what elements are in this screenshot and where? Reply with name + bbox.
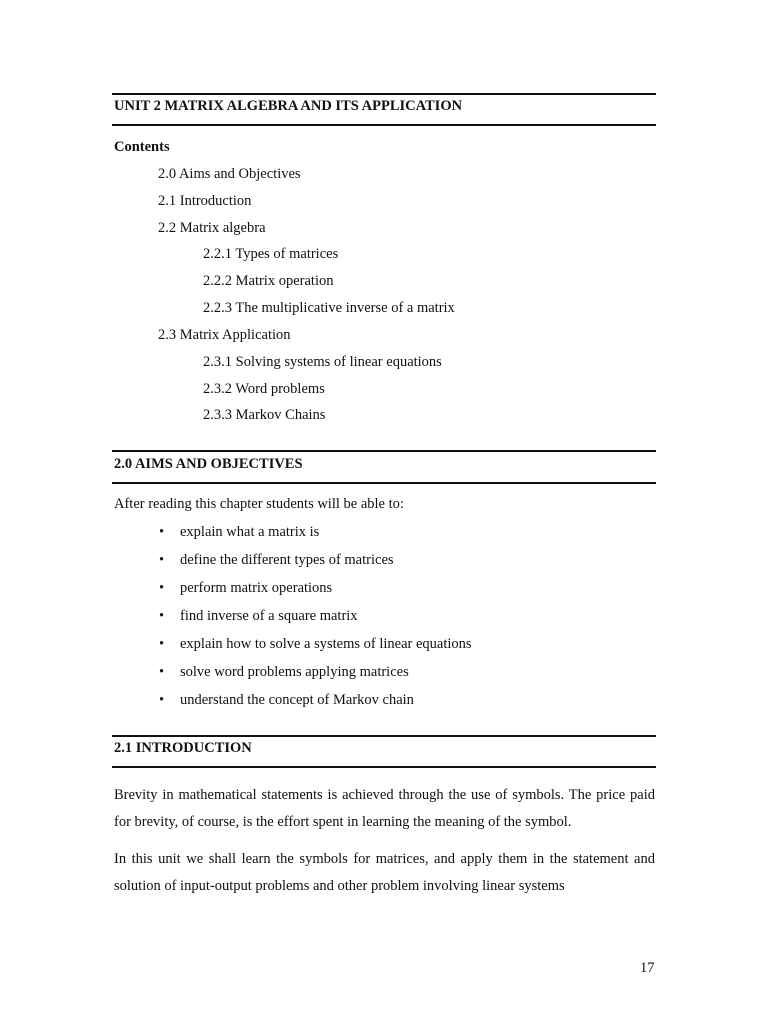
intro-top-rule [112,735,656,737]
aims-bullet: • find inverse of a square matrix [180,607,358,625]
aims-intro: After reading this chapter students will be able to: [114,496,404,512]
toc-subitem: 2.2.1 Types of matrices [203,246,339,262]
toc-subitem: 2.2.3 The multiplicative inverse of a matrix [203,300,455,316]
toc-subitem: 2.3.1 Solving systems of linear equations [203,354,442,370]
aims-bottom-rule [112,482,656,484]
toc-item: 2.1 Introduction [158,193,252,209]
aims-bullet: • explain how to solve a systems of linear equations [180,635,472,653]
toc-item: 2.2 Matrix algebra [158,220,266,236]
contents-label: Contents [114,139,170,155]
aims-heading: 2.0 AIMS AND OBJECTIVES [114,456,303,472]
aims-bullet: • understand the concept of Markov chain [180,691,414,709]
unit-title: UNIT 2 MATRIX ALGEBRA AND ITS APPLICATION [114,98,463,114]
page-number: 17 [640,960,655,976]
aims-bullet: • explain what a matrix is [180,523,319,541]
aims-top-rule [112,450,656,452]
intro-bottom-rule [112,766,656,768]
intro-paragraph: Brevity in mathematical statements is achieved through the use of symbols. The price paid for brevity, of course, is the effort spent in learning the meaning of the symbol. [114,787,655,830]
toc-item: 2.3 Matrix Application [158,327,291,343]
toc-item: 2.0 Aims and Objectives [158,166,301,182]
toc-subitem: 2.3.3 Markov Chains [203,407,326,423]
aims-bullet: • perform matrix operations [180,579,332,597]
title-bottom-rule [112,124,656,126]
intro-heading: 2.1 INTRODUCTION [114,740,252,756]
intro-paragraph: In this unit we shall learn the symbols for matrices, and apply them in the statement and solution of input-output problems and other problem involving linear systems [114,851,655,894]
aims-bullet: • solve word problems applying matrices [180,663,409,681]
title-top-rule [112,93,656,95]
toc-subitem: 2.2.2 Matrix operation [203,273,334,289]
toc-subitem: 2.3.2 Word problems [203,381,325,397]
aims-bullet: • define the different types of matrices [180,551,394,569]
